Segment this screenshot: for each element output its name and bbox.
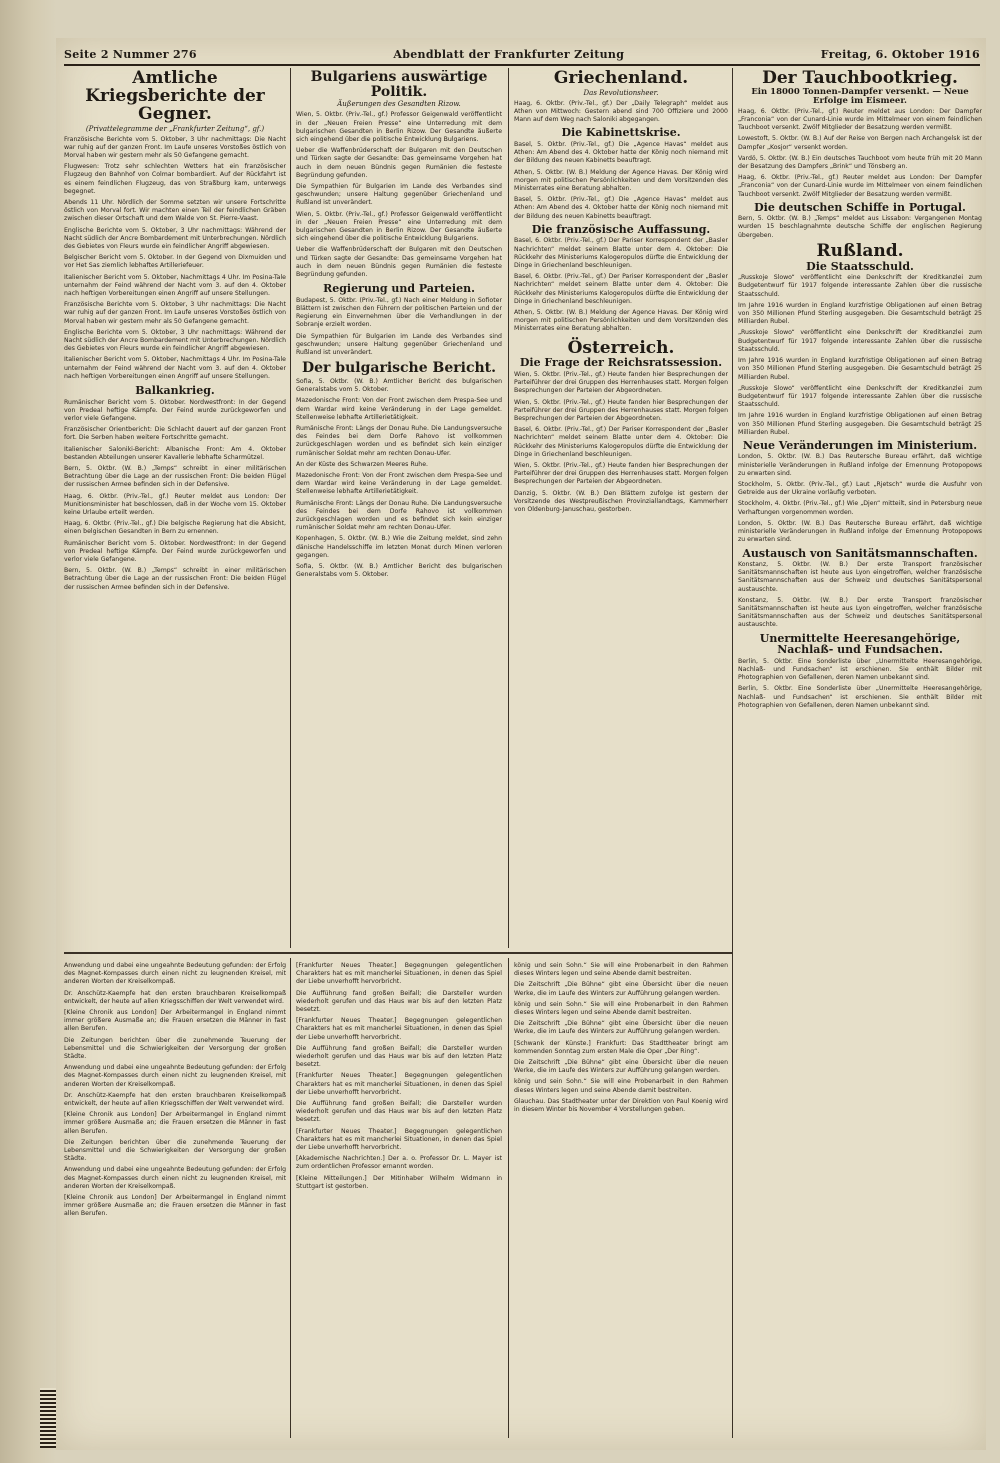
article-paragraph: [Kleine Chronik aus London] Der Arbeitermangel in England nimmt immer größere Ausmaße an; die Frauen ersetzen die Männer in fast allen Berufen. [64,1009,286,1033]
article-paragraph: [Frankfurter Neues Theater.] Begegnungen gelegentlichen Charakters hat es mit mancherlei Situationen, in denen das Spiel der Liebe unverhofft hervorbricht. [296,1017,502,1041]
section-heading-french-view: Die französische Auffassung. [531,222,711,236]
article-paragraph: Die Aufführung fand großen Beifall; die Darsteller wurden wiederholt gerufen und das Haus war bis auf den letzten Platz besetzt. [296,1044,502,1069]
article-paragraph: Die Sympathien für Bulgarien im Lande des Verbandes sind geschwunden; unsere Haltung gegenüber Griechenland und Rußland ist unverändert. [296,183,502,207]
section-heading-cabinet-crisis: Die Kabinettskrise. [561,126,681,140]
article-paragraph: [Akademische Nachrichten.] Der a. o. Professor Dr. L. Mayer ist zum ordentlichen Professor ernannt worden. [296,1155,502,1171]
article-paragraph: Rumänische Front: Längs der Donau Ruhe. Die Landungsversuche des Feindes bei dem Dorfe Rahovo ist vollkommen zurückgeschlagen worden und es befindet sich kein einziger rumänischer Soldat mehr am rechten Donau-Ufer. [296,499,502,532]
article-paragraph: Athen, 5. Oktbr. (W. B.) Meldung der Agence Havas. Der König wird morgen mit politischen Persönlichkeiten und dem Vorsitzenden des Ministerrates eine Beratung abhalten. [514,309,728,333]
article-paragraph: Stockholm, 5. Oktbr. (Priv.-Tel., gf.) Laut „Rjetsch“ wurde die Ausfuhr von Getreide aus der Ukraine vorläufig verboten. [738,481,982,497]
article-paragraph: Rumänischer Bericht vom 5. Oktober. Nordwestfront: In der Gegend von Predeal heftige Kämpfe. Der Feind wurde zurückgeworfen und verlor viele Gefangene. [64,398,286,422]
section-heading-ministry: Neue Veränderungen im Ministerium. [742,438,978,452]
article-paragraph: Haag, 6. Oktbr. (Priv.-Tel., gf.) Reuter meldet aus London: Der Munitionsminister hat beschlossen, daß in der Woche vom 15. Oktober keine Urlaube erteilt werden. [64,492,286,516]
article-paragraph: Anwendung und dabei eine ungeahnte Bedeutung gefunden: der Erfolg des Magnet-Kompasses durch einen nicht zu leugnenden Kreisel, mit anderen Worten der Kreiselkompaß. [64,1064,286,1088]
subheadline: (Privattelegramme der „Frankfurter Zeitung“, gf.) [85,124,265,133]
article-paragraph: könig und sein Sohn.“ Sie will eine Probenarbeit in den Rahmen dieses Winters legen und seine Abende damit bestreiten. [514,1000,728,1017]
article-paragraph: Ueber die Waffenbrüderschaft der Bulgaren mit den Deutschen und Türken sagte der Gesandte: Das gemeinsame Vorgehen hat auch in dem neuen Bündnis gegen Rumänien die festeste Begründung gefunden. [296,147,502,179]
article-paragraph: Ueber die Waffenbrüderschaft der Bulgaren mit den Deutschen und Türken sagte der Gesandte: Das gemeinsame Vorgehen hat auch in dem neuen Bündnis gegen Rumänien die festeste Begründung gefunden. [296,246,502,279]
column-rule [732,68,733,1438]
article-paragraph: Wien, 5. Oktbr. (Priv.-Tel., gf.) Heute fanden hier Besprechungen der Parteiführer der drei Gruppen des Herrenhauses statt. Morgen folgen Besprechungen der Parteien der Abgeordneten. [514,371,728,395]
article-paragraph: Die Zeitschrift „Die Bühne“ gibt eine Übersicht über die neuen Werke, die im Laufe des Winters zur Aufführung gelangen werden. [514,1020,728,1036]
article-paragraph: Die Aufführung fand großen Beifall; die Darsteller wurden wiederholt gerufen und das Haus war bis auf den letzten Platz besetzt. [296,989,502,1014]
article-paragraph: An der Küste des Schwarzen Meeres Ruhe. [296,460,428,468]
article-paragraph: Wien, 5. Oktbr. (Priv.-Tel., gf.) Heute fanden hier Besprechungen der Parteiführer der drei Gruppen des Herrenhauses statt. Morgen folgen Besprechungen der Parteien der Abgeordneten. [514,462,728,486]
headline-submarine-war: Der Tauchbootkrieg. [762,70,958,88]
article-paragraph: Abends 11 Uhr. Nördlich der Somme setzten wir unsere Fortschritte östlich von Morval fort. Wir machten einen Teil der feindlichen Gräben zwischen dieser Ortschaft und dem Walde von St. Pierre-Vaast. [64,198,286,223]
article-paragraph: Basel, 5. Oktbr. (Priv.-Tel., gf.) Die „Agence Havas“ meldet aus Athen: Am Abend des 4. Oktober hatte der König noch niemand mit der Bildung des neuen Kabinetts beauftragt. [514,141,728,165]
section-heading-government: Regierung und Parteien. [323,282,475,296]
article-paragraph: könig und sein Sohn.“ Sie will eine Probenarbeit in den Rahmen dieses Winters legen und seine Abende damit bestreiten. [514,962,728,978]
subheadline: Ein 18000 Tonnen-Dampfer versenkt. — Neue Erfolge im Eismeer. [751,86,969,106]
article-paragraph: Französischer Orientbericht: Die Schlacht dauert auf der ganzen Front fort. Die Serben haben weitere Fortschritte gemacht. [64,426,286,442]
feuilleton-column-2 [296,960,502,1435]
article-paragraph: Lowestoft, 5. Oktbr. (W. B.) Auf der Reise von Bergen nach Archangelsk ist der Dampfer „Kosjor“ versenkt worden. [738,135,982,151]
article-paragraph: Im Jahre 1916 wurden in England kurzfristige Obligationen auf einen Betrag von 350 Millionen Pfund Sterling ausgegeben. Die Gesamtschuld beträgt 25 Milliarden Rubel. [738,412,982,436]
article-paragraph: Rumänische Front: Längs der Donau Ruhe. Die Landungsversuche des Feindes bei dem Dorfe Rahovo ist vollkommen zurückgeschlagen worden und es befindet sich kein einziger rumänischer Soldat mehr am rechten Donau-Ufer. [296,424,502,457]
feuilleton-column-3 [514,960,728,1435]
article-paragraph: Im Jahre 1916 wurden in England kurzfristige Obligationen auf einen Betrag von 350 Millionen Pfund Sterling ausgegeben. Die Gesamtschuld beträgt 25 Milliarden Rubel. [738,301,982,326]
article-paragraph: Konstanz, 5. Oktbr. (W. B.) Der erste Transport französischer Sanitätsmannschaften ist heute aus Lyon eingetroffen, welcher französische Sanitätsmannschaften aus der Schweiz und deutsches Sanitätspersonal austauschte. [738,596,982,629]
article-paragraph: Stockholm, 4. Oktbr. (Priv.-Tel., gf.) Wie „Djen“ mitteilt, sind in Petersburg neue Verhaftungen vorgenommen worden. [738,500,982,516]
article-paragraph: Danzig, 5. Oktbr. (W. B.) Den Blättern zufolge ist gestern der Vorsitzende des Westpreußischen Provinziallandtags, Kammerherr von Oldenburg-Januschau, gestorben. [514,489,728,514]
article-paragraph: Die Zeitschrift „Die Bühne“ gibt eine Übersicht über die neuen Werke, die im Laufe des Winters zur Aufführung gelangen werden. [514,981,728,997]
article-paragraph: [Kleine Chronik aus London] Der Arbeitermangel in England nimmt immer größere Ausmaße an; die Frauen ersetzen die Männer in fast allen Berufen. [64,1194,286,1218]
section-heading-balkan: Balkankrieg. [135,384,215,398]
page-number: Seite 2 Nummer 276 [64,47,197,61]
column-submarine-russia [738,70,982,1440]
column-rule [508,68,509,948]
article-paragraph: Französische Berichte vom 5. Oktober, 3 Uhr nachmittags: Die Nacht war ruhig auf der ganzen Front. Im Laufe unseres Vorstoßes östlich von Morval haben wir gestern mehr als 50 Gefangene gemacht. [64,301,286,325]
article-paragraph: Haag, 6. Oktbr. (Priv.-Tel., gf.) Der „Daily Telegraph“ meldet aus Athen von Mittwoch: Gestern abend sind 700 Offiziere und 2000 Mann auf dem Weg nach Saloniki abgegangen. [514,99,728,124]
page-gutter [0,0,56,1463]
article-paragraph: Wien, 5. Oktbr. (Priv.-Tel., gf.) Professor Geigenwald veröffentlicht in der „Neuen Freien Presse“ eine Unterredung mit dem bulgarischen Gesandten in Berlin Rizow. Der Gesandte äußerte sich eingehend über die politische Entwicklung Bulgariens. [296,210,502,243]
article-paragraph: „Russkoje Slowo“ veröffentlicht eine Denkschrift der Kreditkanzlei zum Budgetentwurf für 1917 folgende interessante Zahlen über die russische Staatsschuld. [738,274,982,298]
article-paragraph: Haag, 6. Oktbr. (Priv.-Tel., gf.) Reuter meldet aus London: Der Dampfer „Franconia“ von der Cunard-Linie wurde im Mittelmeer von einem feindlichen Tauchboot versenkt. Zwölf Mitglieder der Besatzung werden vermißt. [738,107,982,132]
article-paragraph: Sofia, 5. Oktbr. (W. B.) Amtlicher Bericht des bulgarischen Generalstabs vom 5. Oktober. [296,377,502,394]
newspaper-name: Abendblatt der Frankfurter Zeitung [393,47,625,61]
article-paragraph: Mazedonische Front: Von der Front zwischen dem Prespa-See und dem Wardar wird keine Veränderung in der Lage gemeldet. Stellenweise lebhafte Artillerietätigkeit. [296,397,502,421]
article-paragraph: Basel, 6. Oktbr. (Priv.-Tel., gf.) Der Pariser Korrespondent der „Basler Nachrichten“ meldet seinem Blatte unter dem 4. Oktober: Die Rückkehr des Ministeriums Kalogeropulos dürfte die Entwicklung der Dinge in Griechenland beschleunigen. [514,426,728,458]
section-heading-medical-exchange: Austausch von Sanitätsmannschaften. [742,546,978,560]
article-paragraph: Englische Berichte vom 5. Oktober, 3 Uhr nachmittags: Während der Nacht südlich der Ancre Bombardement mit Unterbrechungen. Nördlich des Gebietes von Fleurs wurde ein feindlicher Angriff abgewiesen. [64,328,286,353]
article-paragraph: „Russkoje Slowo“ veröffentlicht eine Denkschrift der Kreditkanzlei zum Budgetentwurf für 1917 folgende interessante Zahlen über die russische Staatsschuld. [738,329,982,353]
article-paragraph: Budapest, 5. Oktbr. (Priv.-Tel., gf.) Nach einer Meldung in Sofioter Blättern ist zwischen den Führern der politischen Parteien und der Regierung ein Einvernehmen über die Verhandlungen in der Sobranje erzielt worden. [296,296,502,329]
subheadline-state-debt: Die Staatsschuld. [806,259,914,273]
feuilleton-column-1 [64,960,286,1435]
article-paragraph: Flugwesen: Trotz sehr schlechten Wetters hat ein französischer Flugzeug den Bahnhof von Colmar bombardiert. Auf der Rückfahrt ist es einem feindlichen Flugzeug, das von Straßburg kam, unterwegs begegnet. [64,163,286,195]
article-paragraph: Berlin, 5. Oktbr. Eine Sonderliste über „Unermittelte Heeresangehörige, Nachlaß- und Fundsachen“ ist erschienen. Sie enthält Bilder mit Photographien von Gefallenen, deren Namen unbekannt sind. [738,685,982,709]
article-paragraph: [Frankfurter Neues Theater.] Begegnungen gelegentlichen Charakters hat es mit mancherlei Situationen, in denen das Spiel der Liebe unverhofft hervorbricht. [296,1072,502,1096]
article-paragraph: Die Zeitungen berichten über die zunehmende Teuerung der Lebensmittel und die Schwierigkeiten der Versorgung der großen Städte. [64,1138,286,1163]
article-paragraph: Belgischer Bericht vom 5. Oktober. In der Gegend von Dixmuiden und vor Het Sas ziemlich lebhaftes Artilleriefeuer. [64,254,286,270]
article-paragraph: Die Sympathien für Bulgarien im Lande des Verbandes sind geschwunden; unsere Haltung gegenüber Griechenland und Rußland ist unverändert. [296,332,502,356]
article-paragraph: Konstanz, 5. Oktbr. (W. B.) Der erste Transport französischer Sanitätsmannschaften ist heute aus Lyon eingetroffen, welcher französische Sanitätsmannschaften aus der Schweiz und deutsches Sanitätspersonal austauschte. [738,561,982,593]
article-paragraph: Italienischer Bericht vom 5. Oktober, Nachmittags 4 Uhr. Im Posina-Tale unternahm der Feind während der Nacht vom 3. auf den 4. Oktober nach heftigen Vorbereitungen einen Angriff auf unsere Stellungen. [64,356,286,380]
article-paragraph: Englische Berichte vom 5. Oktober, 3 Uhr nachmittags: Während der Nacht südlich der Ancre Bombardement mit Unterbrechungen. Nördlich des Gebietes von Fleurs wurde ein feindlicher Angriff abgewiesen. [64,226,286,250]
article-paragraph: [Frankfurter Neues Theater.] Begegnungen gelegentlichen Charakters hat es mit mancherlei Situationen, in denen das Spiel der Liebe unverhofft hervorbricht. [296,962,502,986]
headline-austria: Österreich. [567,337,675,358]
headline-russia: Rußland. [816,240,904,261]
article-paragraph: [Kleine Mitteilungen.] Der Mitinhaber Wilhelm Widmann in Stuttgart ist gestorben. [296,1174,502,1190]
section-heading-bulgarian-report: Der bulgarische Bericht. [302,360,496,377]
subheadline: Das Revolutionsheer. [583,88,659,97]
issue-date: Freitag, 6. Oktober 1916 [820,47,980,61]
article-paragraph: Die Zeitschrift „Die Bühne“ gibt eine Übersicht über die neuen Werke, die im Laufe des Winters zur Aufführung gelangen werden. [514,1059,728,1075]
section-heading-missing-soldiers: Unermittelte Heeresangehörige, Nachlaß- und Fundsachen. [759,631,961,657]
article-paragraph: Italienischer Saloniki-Bericht: Albanische Front: Am 4. Oktober bestanden Abteilungen unserer Kavallerie lebhafte Scharmützel. [64,445,286,461]
article-paragraph: London, 5. Oktbr. (W. B.) Das Reutersche Bureau erfährt, daß wichtige ministerielle Veränderungen in Rußland infolge der Ernennung Protopopows zu erwarten sind. [738,519,982,544]
article-paragraph: Haag, 6. Oktbr. (Priv.-Tel., gf.) Reuter meldet aus London: Der Dampfer „Franconia“ von der Cunard-Linie wurde im Mittelmeer von einem feindlichen Tauchboot versenkt. Zwölf Mitglieder der Besatzung werden vermißt. [738,174,982,198]
column-bulgaria [296,70,502,950]
column-war-reports [64,70,286,950]
article-paragraph: Anwendung und dabei eine ungeahnte Bedeutung gefunden: der Erfolg des Magnet-Kompasses durch einen nicht zu leugnenden Kreisel, mit anderen Worten der Kreiselkompaß. [64,962,286,986]
article-paragraph: Französische Berichte vom 5. Oktober, 3 Uhr nachmittags: Die Nacht war ruhig auf der ganzen Front. Im Laufe unseres Vorstoßes östlich von Morval haben wir gestern mehr als 50 Gefangene gemacht. [64,135,286,159]
masthead [64,44,980,66]
article-paragraph: könig und sein Sohn.“ Sie will eine Probenarbeit in den Rahmen dieses Winters legen und seine Abende damit bestreiten. [514,1078,728,1094]
article-paragraph: Haag, 6. Oktbr. (Priv.-Tel., gf.) Die belgische Regierung hat die Absicht, einen belgischen Gesandten in Bern zu ernennen. [64,520,286,536]
article-paragraph: [Kleine Chronik aus London] Der Arbeitermangel in England nimmt immer größere Ausmaße an; die Frauen ersetzen die Männer in fast allen Berufen. [64,1111,286,1135]
article-paragraph: Basel, 6. Oktbr. (Priv.-Tel., gf.) Der Pariser Korrespondent der „Basler Nachrichten“ meldet seinem Blatte unter dem 4. Oktober: Die Rückkehr des Ministeriums Kalogeropulos dürfte die Entwicklung der Dinge in Griechenland beschleunigen. [514,237,728,269]
article-paragraph: [Schwank der Künste.] Frankfurt: Das Stadttheater bringt am kommenden Sonntag zum ersten Male die Oper „Der Ring“. [514,1039,728,1055]
section-heading-portugal: Die deutschen Schiffe in Portugal. [754,200,966,214]
article-paragraph: Dr. Anschütz-Kaempfe hat den ersten brauchbaren Kreiselkompaß entwickelt, der heute auf allen Kriegsschiffen der Welt verwendet wird. [64,989,286,1005]
article-paragraph: Wien, 5. Oktbr. (Priv.-Tel., gf.) Professor Geigenwald veröffentlicht in der „Neuen Freien Presse“ eine Unterredung mit dem bulgarischen Gesandten in Berlin Rizow. Der Gesandte äußerte sich eingehend über die politische Entwicklung Bulgariens. [296,111,502,143]
headline-war-reports: Amtliche Kriegsberichte der Gegner. [85,70,265,124]
article-paragraph: Basel, 6. Oktbr. (Priv.-Tel., gf.) Der Pariser Korrespondent der „Basler Nachrichten“ meldet seinem Blatte unter dem 4. Oktober: Die Rückkehr des Ministeriums Kalogeropulos dürfte die Entwicklung der Dinge in Griechenland beschleunigen. [514,273,728,305]
article-paragraph: Wien, 5. Oktbr. (Priv.-Tel., gf.) Heute fanden hier Besprechungen der Parteiführer der drei Gruppen des Herrenhauses statt. Morgen folgen Besprechungen der Parteien der Abgeordneten. [514,398,728,423]
headline-greece: Griechenland. [553,70,689,88]
article-paragraph: London, 5. Oktbr. (W. B.) Das Reutersche Bureau erfährt, daß wichtige ministerielle Veränderungen in Rußland infolge der Ernennung Protopopows zu erwarten sind. [738,453,982,477]
article-paragraph: Die Aufführung fand großen Beifall; die Darsteller wurden wiederholt gerufen und das Haus war bis auf den letzten Platz besetzt. [296,1100,502,1124]
article-paragraph: Anwendung und dabei eine ungeahnte Bedeutung gefunden: der Erfolg des Magnet-Kompasses durch einen nicht zu leugnenden Kreisel, mit anderen Worten der Kreiselkompaß. [64,1166,286,1190]
article-paragraph: Bern, 5. Oktbr. (W. B.) „Temps“ schreibt in einer militärischen Betrachtung über die Lage an der russischen Front: Die beiden Flügel der russischen Armee befinden sich in der Defensive. [64,567,286,591]
article-paragraph: Vardö, 5. Oktbr. (W. B.) Ein deutsches Tauchboot vom heute früh mit 20 Mann der Besatzung des Dampfers „Brink“ und Tönsberg an. [738,154,982,170]
column-greece-austria [514,70,728,950]
article-paragraph: [Frankfurter Neues Theater.] Begegnungen gelegentlichen Charakters hat es mit mancherlei Situationen, in denen das Spiel der Liebe unverhofft hervorbricht. [296,1127,502,1152]
article-paragraph: Dr. Anschütz-Kaempfe hat den ersten brauchbaren Kreiselkompaß entwickelt, der heute auf allen Kriegsschiffen der Welt verwendet wird. [64,1091,286,1108]
article-paragraph: Basel, 5. Oktbr. (Priv.-Tel., gf.) Die „Agence Havas“ meldet aus Athen: Am Abend des 4. Oktober hatte der König noch niemand mit der Bildung des neuen Kabinetts beauftragt. [514,196,728,220]
article-paragraph: Athen, 5. Oktbr. (W. B.) Meldung der Agence Havas. Der König wird morgen mit politischen Persönlichkeiten und dem Vorsitzenden des Ministerrates eine Beratung abhalten. [514,168,728,193]
article-paragraph: Berlin, 5. Oktbr. Eine Sonderliste über „Unermittelte Heeresangehörige, Nachlaß- und Fundsachen“ ist erschienen. Sie enthält Bilder mit Photographien von Gefallenen, deren Namen unbekannt sind. [738,657,982,682]
column-rule [290,958,291,1438]
feuilleton-divider [64,952,732,954]
column-rule [290,68,291,948]
article-paragraph: Rumänischer Bericht vom 5. Oktober. Nordwestfront: In der Gegend von Predeal heftige Kämpfe. Der Feind wurde zurückgeworfen und verlor viele Gefangene. [64,539,286,564]
article-paragraph: Bern, 5. Oktbr. (W. B.) „Temps“ schreibt in einer militärischen Betrachtung über die Lage an der russischen Front: Die beiden Flügel der russischen Armee befinden sich in der Defensive. [64,464,286,489]
article-paragraph: Glauchau. Das Stadtheater unter der Direktion von Paul Koenig wird in diesem Winter bis November 4 Vorstellungen geben. [514,1097,728,1114]
article-paragraph: Im Jahre 1916 wurden in England kurzfristige Obligationen auf einen Betrag von 350 Millionen Pfund Sterling ausgegeben. Die Gesamtschuld beträgt 25 Milliarden Rubel. [738,357,982,381]
article-paragraph: Bern, 5. Oktbr. (W. B.) „Temps“ meldet aus Lissabon: Vergangenen Montag wurden 15 beschlagnahmte deutsche Schiffe der englischen Regierung übergeben. [738,215,982,239]
article-paragraph: Mazedonische Front: Von der Front zwischen dem Prespa-See und dem Wardar wird keine Veränderung in der Lage gemeldet. Stellenweise lebhafte Artillerietätigkeit. [296,471,502,496]
article-paragraph: Italienischer Bericht vom 5. Oktober, Nachmittags 4 Uhr. Im Posina-Tale unternahm der Feind während der Nacht vom 3. auf den 4. Oktober nach heftigen Vorbereitungen einen Angriff auf unsere Stellungen. [64,273,286,297]
article-paragraph: Die Zeitungen berichten über die zunehmende Teuerung der Lebensmittel und die Schwierigkeiten der Versorgung der großen Städte. [64,1036,286,1061]
subheadline: Äußerungen des Gesandten Rizow. [337,100,461,109]
article-paragraph: Kopenhagen, 5. Oktbr. (W. B.) Wie die Zeitung meldet, sind zehn dänische Handelsschiffe im letzten Monat durch Minen verloren gegangen. [296,535,502,559]
column-rule [508,958,509,1438]
headline-bulgaria: Bulgariens auswärtige Politik. [310,70,488,100]
article-paragraph: Sofia, 5. Oktbr. (W. B.) Amtlicher Bericht des bulgarischen Generalstabs vom 5. Oktober. [296,562,502,579]
article-paragraph: „Russkoje Slowo“ veröffentlicht eine Denkschrift der Kreditkanzlei zum Budgetentwurf für 1917 folgende interessante Zahlen über die russische Staatsschuld. [738,384,982,409]
subheadline-reichsrat: Die Frage der Reichsratssession. [519,356,723,370]
